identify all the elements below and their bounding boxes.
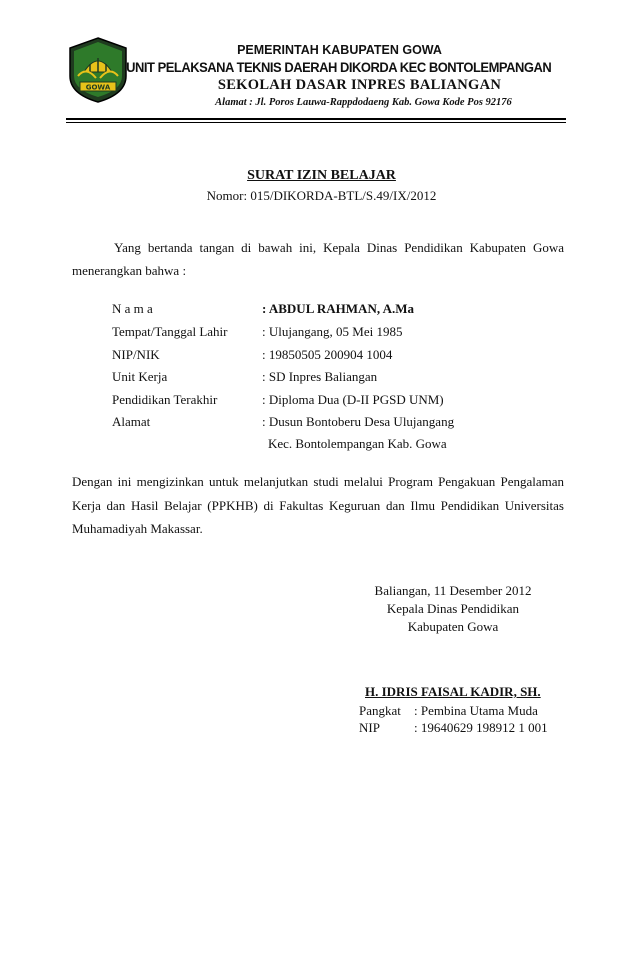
letterhead-unit: UNIT PELAKSANA TEKNIS DAERAH DIKORDA KEC BONTOLEMPANGAN xyxy=(126,60,552,75)
field-value-address-cont: Kec. Bontolempangan Kab. Gowa xyxy=(268,436,447,451)
letterhead-government: PEMERINTAH KABUPATEN GOWA xyxy=(237,43,442,57)
field-label-nip: NIP/NIK xyxy=(112,347,160,362)
field-label-birth: Tempat/Tanggal Lahir xyxy=(112,324,228,339)
signature-place-date: Baliangan, 11 Desember 2012 xyxy=(374,583,532,598)
field-value-nip: : 19850505 200904 1004 xyxy=(262,347,393,362)
field-label-unit: Unit Kerja xyxy=(112,369,168,384)
nip-label: NIP xyxy=(359,720,380,735)
signature-region: Kabupaten Gowa xyxy=(407,619,499,634)
letterhead-rule-thick xyxy=(66,118,566,120)
intro-paragraph: Yang bertanda tangan di bawah ini, Kepala Dinas Pendidikan Kabupaten Gowa menerangkan bahwa : xyxy=(72,240,564,278)
letterhead-school: SEKOLAH DASAR INPRES BALIANGAN xyxy=(217,77,502,93)
field-value-birth: : Ulujangang, 05 Mei 1985 xyxy=(262,324,403,339)
letterhead-address: Alamat : Jl. Poros Lauwa-Rappdodaeng Kab. Gowa Kode Pos 92176 xyxy=(215,97,512,108)
signature-position: Kepala Dinas Pendidikan xyxy=(386,601,520,616)
nip-value: : 19640629 198912 1 001 xyxy=(414,720,548,735)
field-value-name: : ABDUL RAHMAN, A.Ma xyxy=(262,301,415,316)
field-label-education: Pendidikan Terakhir xyxy=(112,392,218,407)
field-label-name: N a m a xyxy=(112,301,153,316)
document-title: SURAT IZIN BELAJAR xyxy=(247,168,396,183)
letterhead-rule-thin xyxy=(66,122,566,123)
field-label-address: Alamat xyxy=(112,414,151,429)
signatory-name: H. IDRIS FAISAL KADIR, SH. xyxy=(365,684,541,699)
body-paragraph: Dengan ini mengizinkan untuk melanjutkan studi melalui Program Pengakuan Pengalaman Kerja dan Hasil Belajar (PPKHB) di Fakultas Keguruan dan Ilmu Pendidikan Universitas Muhamadiyah Makassar. xyxy=(72,474,564,536)
svg-text:GOWA: GOWA xyxy=(85,83,111,92)
rank-label: Pangkat xyxy=(359,703,401,718)
field-value-address: : Dusun Bontoberu Desa Ulujangang xyxy=(262,414,455,429)
field-value-unit: : SD Inpres Baliangan xyxy=(262,369,378,384)
document-number: Nomor: 015/DIKORDA-BTL/S.49/IX/2012 xyxy=(206,188,437,203)
field-value-education: : Diploma Dua (D-II PGSD UNM) xyxy=(262,392,444,407)
rank-value: : Pembina Utama Muda xyxy=(414,703,538,718)
